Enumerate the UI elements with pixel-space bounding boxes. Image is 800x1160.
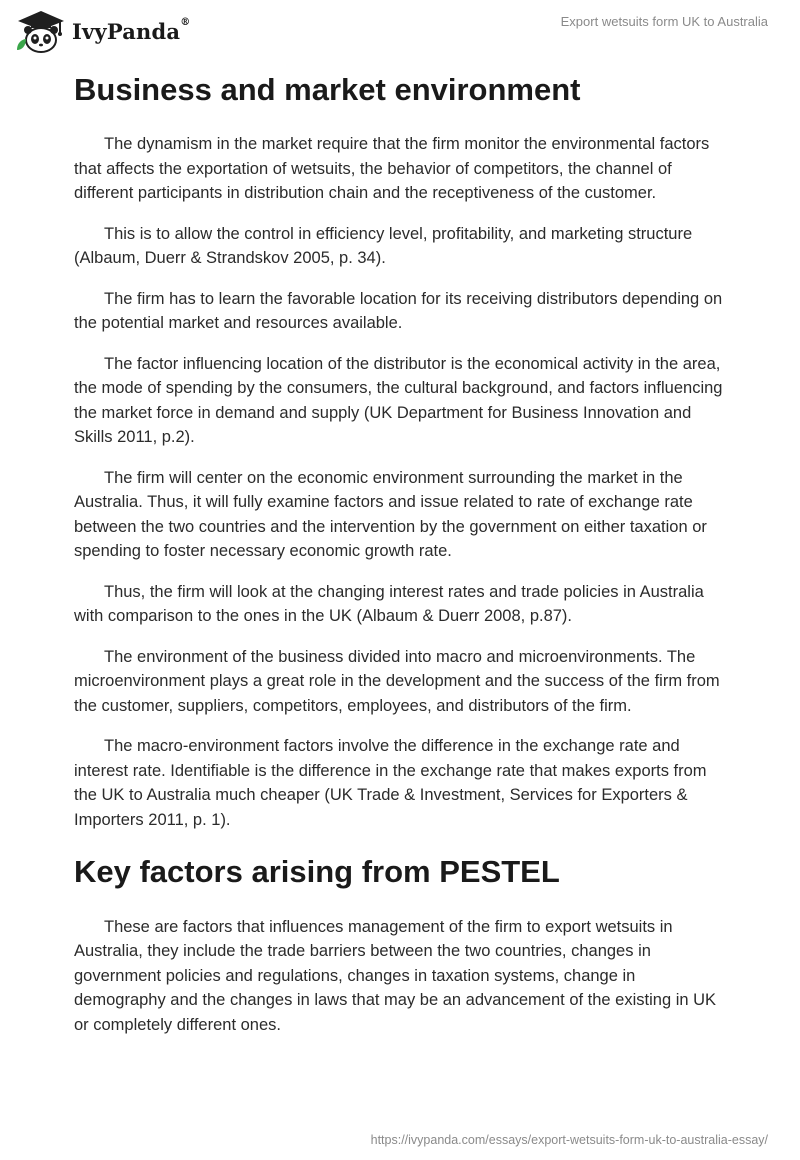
paragraph: The dynamism in the market require that the firm monitor the environmental factors that affects the exportation of wetsuits, the behavior of competitors, the channel of different participants in distribution chain and the receptiveness of the customer. bbox=[74, 135, 710, 203]
section-heading: Business and market environment bbox=[74, 72, 581, 107]
paragraph: This is to allow the control in efficiency level, profitability, and marketing structure (Albaum, Duerr & Strandskov 2005, p. 34). bbox=[74, 224, 693, 268]
essay-content bbox=[74, 70, 724, 1053]
paragraph: The macro-environment factors involve the difference in the exchange rate and interest rate. Identifiable is the difference in the exchange rate that makes exports from the UK to Australia much cheaper (UK Trade & Investment, Services for Exporters & Importers 2011, p. 1). bbox=[74, 737, 707, 829]
section-heading: Key factors arising from PESTEL bbox=[74, 854, 560, 890]
paragraph: The factor influencing location of the distributor is the economical activity in the area, the mode of spending by the consumers, the cultural background, and factors influencing the market force in demand and supply (UK Department for Business Innovation and Skills 2011, p.2). bbox=[74, 354, 723, 447]
paragraph: These are factors that influences management of the firm to export wetsuits in Australia, they include the trade barriers between the two countries, changes in government policies and regulations, changes in taxation systems, change in demography and the changes in laws that may be an advancement of the existing in UK or completely different ones. bbox=[74, 917, 717, 1034]
document-title: Export wetsuits form UK to Australia bbox=[560, 14, 768, 29]
paragraph: The firm will center on the economic environment surrounding the market in the Australia. Thus, it will fully examine factors and issue related to rate of exchange rate between the two countries and the intervention by the government on either taxation or spending to foster necessary economic growth rate. bbox=[74, 468, 707, 561]
panda-logo-icon bbox=[14, 8, 66, 54]
brand-name: IvyPanda® bbox=[72, 16, 191, 44]
source-url-link[interactable]: https://ivypanda.com/essays/export-wetsuits-form-uk-to-australia-essay/ bbox=[370, 1133, 768, 1147]
brand-logo[interactable] bbox=[14, 8, 190, 54]
paragraph: Thus, the firm will look at the changing interest rates and trade policies in Australia with comparison to the ones in the UK (Albaum & Duerr 2008, p.87). bbox=[74, 582, 704, 626]
paragraph: The environment of the business divided into macro and microenvironments. The microenvironment plays a great role in the development and the success of the firm from the customer, suppliers, competitors, employees, and distributors of the firm. bbox=[74, 647, 720, 715]
page-header bbox=[0, 0, 800, 64]
paragraph: The firm has to learn the favorable location for its receiving distributors depending on the potential market and resources available. bbox=[74, 289, 723, 333]
